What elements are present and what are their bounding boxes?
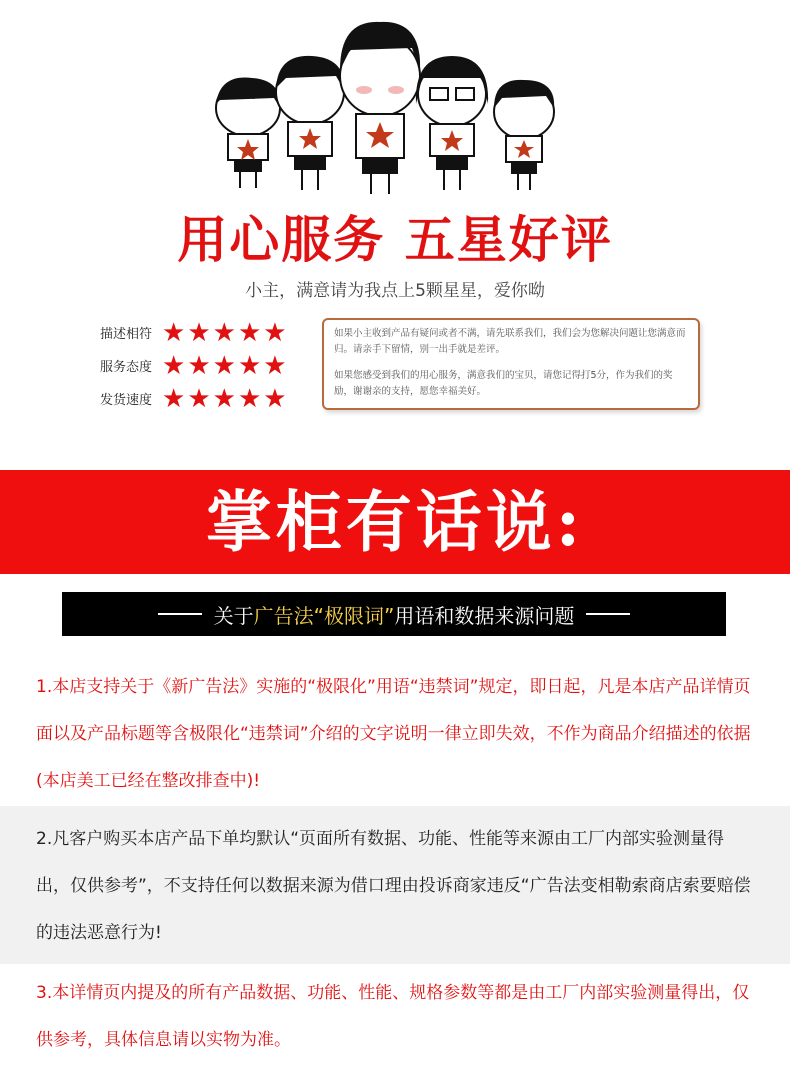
star-icon: ★: [237, 383, 262, 414]
star-icon: ★: [162, 383, 186, 414]
rating-row: [100, 316, 310, 349]
sub-banner-prefix: 关于: [213, 603, 254, 628]
rating-row: [100, 382, 310, 415]
star-icon: ★: [263, 317, 287, 348]
kid-figure: [494, 80, 554, 190]
kid-figure: [216, 78, 280, 188]
sub-banner-highlight: “极限词”: [313, 603, 395, 628]
divider-line: [586, 613, 630, 615]
star-icon: ★: [162, 350, 186, 381]
rating-row: [100, 349, 310, 382]
star-icon: ★: [212, 383, 236, 414]
star-icon: ★: [187, 383, 211, 414]
kid-figure: [340, 22, 420, 194]
star-icon: ★: [263, 350, 287, 381]
notice-paragraph-2: 2.凡客户购买本店产品下单均默认“页面所有数据、功能、性能等来源由工厂内部实验测量得出，仅供参考”，不支持任何以数据来源为借口理由投诉商家违反“广告法变相勒索商店索要赔偿的违法恶意行为!: [0, 806, 790, 964]
star-rating: [162, 383, 287, 414]
subline: 小主，满意请为我点上5颗星星，爱你呦: [245, 281, 545, 301]
rating-label: 服务态度: [100, 360, 153, 375]
star-icon: ★: [263, 383, 287, 414]
headline: 用心服务 五星好评: [177, 210, 613, 269]
star-icon: ★: [162, 317, 186, 348]
note-text: 如果小主收到产品有疑问或者不满，请先联系我们，我们会为您解决问题让您满意而归。请亲手下留情，别一出手就是差评。: [334, 328, 686, 355]
star-icon: ★: [187, 350, 211, 381]
rating-list: [100, 316, 310, 415]
star-rating: [162, 350, 287, 381]
star-icon: ★: [237, 350, 262, 381]
star-icon: ★: [187, 317, 211, 348]
rating-label: 描述相符: [100, 327, 153, 342]
kid-figure: [276, 56, 344, 190]
star-icon: ★: [212, 350, 236, 381]
cartoon-kids-illustration: [190, 8, 590, 198]
star-icon: ★: [212, 317, 236, 348]
note-text: 如果您感受到我们的用心服务，满意我们的宝贝，请您记得打5分，作为我们的奖励，谢谢亲的支持，愿您幸福美好。: [334, 370, 673, 397]
shopkeeper-banner: [0, 470, 790, 574]
note-box: [322, 318, 700, 410]
sub-banner-highlight: 广告法: [253, 603, 314, 628]
divider-line: [158, 613, 202, 615]
notice-paragraph-1: 1.本店支持关于《新广告法》实施的“极限化”用语“违禁词”规定，即日起，凡是本店产品详情页面以及产品标题等含极限化“违禁词”介绍的文字说明一律立即失效，不作为商品介绍描述的依据(本店美工已经在整改排查中)!: [36, 677, 751, 791]
rating-label: 发货速度: [100, 393, 153, 408]
star-icon: ★: [237, 317, 262, 348]
star-rating: [162, 317, 287, 348]
sub-banner-suffix: 用语和数据来源问题: [394, 603, 575, 628]
notice-paragraph-3: 3.本详情页内提及的所有产品数据、功能、性能、规格参数等都是由工厂内部实验测量得出，仅供参考，具体信息请以实物为准。: [36, 983, 750, 1050]
sub-banner: [62, 592, 726, 636]
kid-figure: [416, 56, 488, 190]
banner-title: 掌柜有话说:: [205, 483, 585, 561]
